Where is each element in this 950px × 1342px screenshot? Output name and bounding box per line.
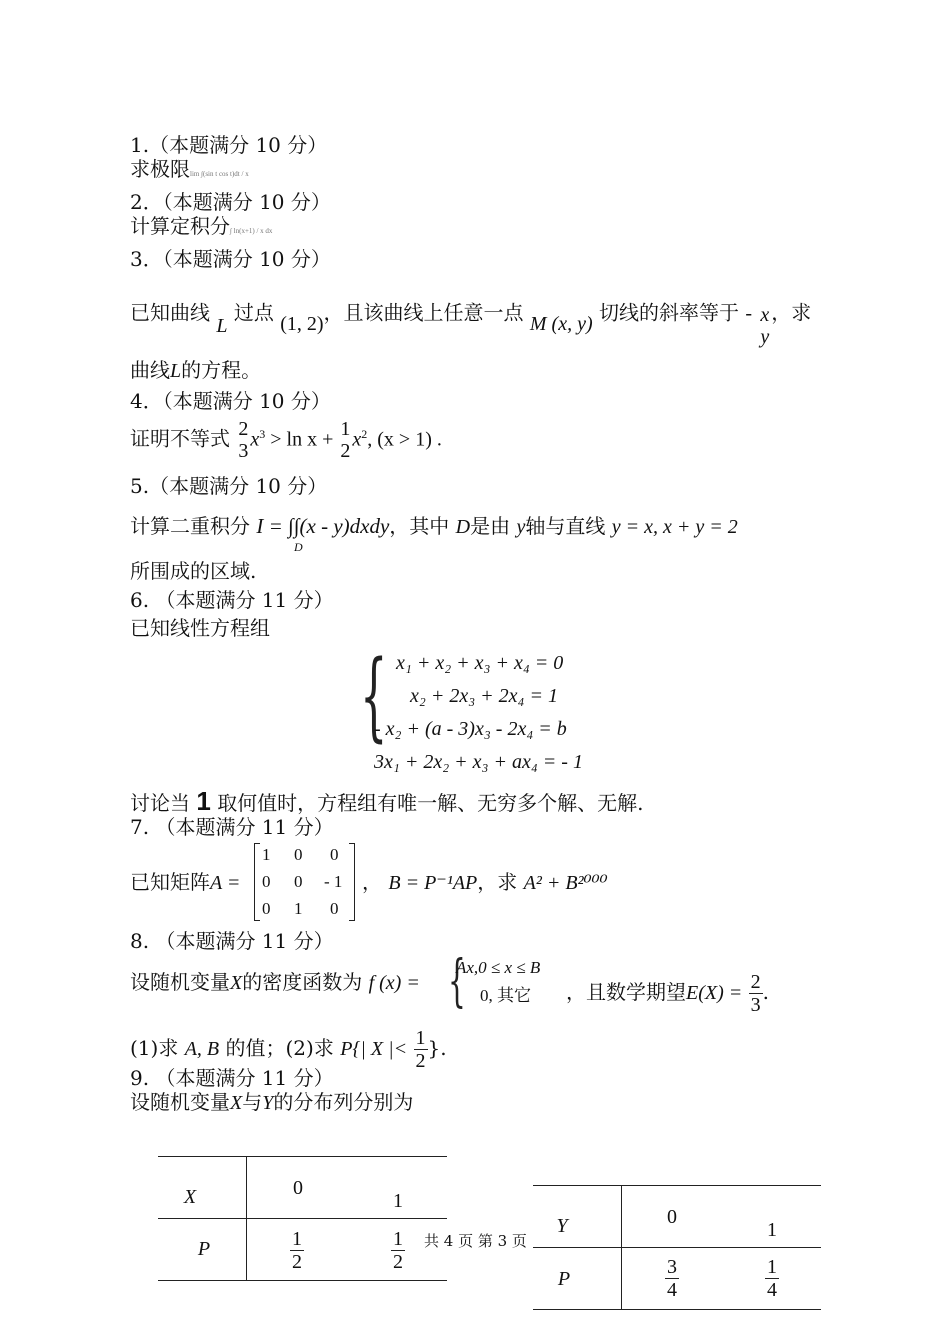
p5-y-axis: y bbox=[516, 516, 526, 538]
problem-8-heading: 8. （本题满分 11 分） bbox=[130, 929, 334, 953]
problem-6-text: 已知线性方程组 bbox=[130, 616, 270, 640]
table-x-mid-rule bbox=[158, 1218, 447, 1219]
table-y-p1-num: 1 bbox=[767, 1256, 777, 1278]
p5-text-c: 是由 bbox=[470, 514, 511, 538]
table-y-p0 bbox=[659, 1256, 685, 1301]
p3-text-d: 切线的斜率等于 bbox=[598, 300, 739, 325]
p4-t2-exp: 2 bbox=[361, 426, 368, 441]
table-x-label: X bbox=[183, 1186, 197, 1208]
problem-9-heading: 9. （本题满分 11 分） bbox=[130, 1066, 334, 1090]
problem-2-prompt: 计算定积分 bbox=[130, 214, 230, 238]
p5-text-d: 轴与直线 bbox=[525, 514, 606, 538]
p3-slope-fraction bbox=[758, 304, 771, 348]
p7-m-1-0: 0 bbox=[262, 872, 271, 891]
table-y-p0-fraction bbox=[665, 1256, 679, 1301]
p7-m-2-1: 1 bbox=[294, 899, 303, 918]
p8-part1: (1)求 bbox=[130, 1036, 179, 1060]
table-x-p-label: P bbox=[197, 1238, 211, 1260]
p3-line2-curve: L bbox=[170, 360, 182, 382]
p8-p-fraction bbox=[414, 1027, 428, 1072]
p9-y: Y bbox=[262, 1092, 274, 1114]
p8-fx: f (x) = bbox=[368, 972, 420, 994]
p8-ex: E(X) = bbox=[686, 982, 743, 1004]
table-x-top-rule bbox=[158, 1156, 447, 1157]
p5-integral: I = ∫∫(x - y)dxdy bbox=[256, 514, 390, 538]
problem-1-prompt: 求极限 bbox=[130, 157, 190, 181]
problem-2-text bbox=[130, 215, 272, 238]
table-x-p0-fraction bbox=[290, 1228, 304, 1273]
table-y-col-rule bbox=[621, 1185, 622, 1309]
p8-e-den: 3 bbox=[750, 994, 761, 1016]
problem-2-formula: ∫ ln(x+1) / x dx bbox=[230, 227, 273, 235]
p8-e-fraction bbox=[749, 971, 763, 1016]
p3-text-c: ，且该曲线上任意一点 bbox=[323, 300, 524, 325]
p6-eq-2: x₂ + 2x₃ + 2x₄ = 1 bbox=[410, 685, 558, 707]
problem-1-text bbox=[130, 158, 249, 181]
p4-frac-1 bbox=[236, 418, 250, 462]
p3-point: (1, 2) bbox=[280, 312, 324, 335]
problem-4-inequality bbox=[130, 418, 442, 462]
table-x-p0 bbox=[284, 1228, 310, 1273]
problem-7-heading: 7. （本题满分 11 分） bbox=[130, 815, 334, 839]
p6-brace: { bbox=[360, 640, 388, 752]
p8-text-c: ，且数学期望 bbox=[566, 980, 686, 1004]
p3-text-b: 过点 bbox=[233, 300, 274, 325]
table-y-p1-den: 4 bbox=[767, 1279, 777, 1301]
p7-a-eq: A = bbox=[210, 872, 241, 894]
p5-text-b: ，其中 bbox=[389, 514, 450, 538]
p6-param: 1 bbox=[196, 786, 211, 816]
p8-p-num: 1 bbox=[415, 1027, 426, 1049]
p7-m-2-2: 0 bbox=[330, 899, 339, 918]
p3-line2-a: 曲线 bbox=[130, 358, 170, 382]
table-y-v0: 0 bbox=[667, 1206, 677, 1228]
p8-e-num: 2 bbox=[750, 971, 761, 993]
p8-part1b: 的值；(2)求 bbox=[225, 1036, 334, 1060]
p8-case-2: 0, 其它 bbox=[480, 986, 531, 1005]
p8-prob-end: }. bbox=[427, 1036, 447, 1060]
p3-line2-b: 的方程。 bbox=[181, 358, 262, 382]
p8-text-b: 的密度函数为 bbox=[242, 970, 363, 994]
p8-expectation bbox=[566, 971, 769, 1016]
p7-m-1-1: 0 bbox=[294, 872, 303, 891]
p8-case-1: Ax,0 ≤ x ≤ B bbox=[456, 958, 541, 977]
p8-e-end: . bbox=[762, 980, 769, 1004]
p4-f2-den: 2 bbox=[340, 440, 351, 462]
problem-1-heading: 1.（本题满分 10 分） bbox=[130, 133, 328, 157]
table-x-p1-fraction bbox=[391, 1228, 405, 1273]
table-y-label: Y bbox=[556, 1215, 568, 1237]
problem-2-heading: 2．（本题满分 10 分） bbox=[130, 190, 331, 214]
problem-3-line-1 bbox=[130, 292, 812, 348]
table-y-p0-num: 3 bbox=[667, 1256, 677, 1278]
problem-6-discuss bbox=[130, 787, 644, 817]
p3-slope-den: y bbox=[760, 326, 770, 348]
p5-lines: y = x, x + y = 2 bbox=[611, 516, 738, 538]
p7-m-0-0: 1 bbox=[262, 845, 271, 864]
table-y-bottom-rule bbox=[533, 1309, 821, 1310]
table-x-bottom-rule bbox=[158, 1280, 447, 1281]
p6-eq-1: x₁ + x₂ + x₃ + x₄ = 0 bbox=[396, 652, 564, 674]
p4-t1-exp: 3 bbox=[259, 426, 266, 441]
table-x-p1-num: 1 bbox=[393, 1228, 403, 1250]
p7-matrix-right-bracket bbox=[349, 843, 355, 921]
p3-minus: - bbox=[745, 302, 753, 325]
p6-discuss-a: 讨论当 bbox=[130, 791, 190, 815]
p8-line-1 bbox=[130, 971, 420, 995]
p5-d: D bbox=[455, 516, 471, 538]
table-x-p0-den: 2 bbox=[292, 1251, 302, 1273]
table-y-v1: 1 bbox=[767, 1219, 777, 1241]
table-x-p0-num: 1 bbox=[292, 1228, 302, 1250]
p3-curve: L bbox=[216, 314, 228, 337]
p9-text-c: 的分布列分别为 bbox=[273, 1090, 414, 1114]
p7-m-2-0: 0 bbox=[262, 899, 271, 918]
p9-x: X bbox=[230, 1092, 243, 1114]
p6-eq-4: 3x₁ + 2x₂ + x₃ + ax₄ = - 1 bbox=[374, 751, 583, 773]
p8-ab: A, B bbox=[184, 1038, 220, 1060]
problem-4-heading: 4．（本题满分 10 分） bbox=[130, 389, 331, 413]
p8-text-a: 设随机变量 bbox=[130, 970, 230, 994]
table-y-top-rule bbox=[533, 1185, 821, 1186]
problem-5-line-1 bbox=[130, 514, 738, 539]
p4-f1-den: 3 bbox=[238, 440, 249, 462]
problem-3-heading: 3．（本题满分 10 分） bbox=[130, 247, 331, 271]
p5-domain-label: D bbox=[294, 540, 303, 554]
table-x-v0: 0 bbox=[293, 1177, 303, 1199]
p6-discuss-b: 取何值时，方程组有唯一解、无穷多个解、无解. bbox=[217, 791, 644, 815]
p3-text-e: ，求 bbox=[771, 300, 812, 325]
p7-text-a bbox=[130, 871, 240, 895]
problem-1-formula: lim ∫(sin t cos t)dt / x bbox=[190, 170, 249, 178]
p8-prob: P{| X |< bbox=[340, 1038, 408, 1060]
p3-text-a: 已知曲线 bbox=[130, 300, 210, 325]
table-x-p1 bbox=[385, 1228, 411, 1273]
p9-text-a: 设随机变量 bbox=[130, 1090, 230, 1114]
p4-t2: x bbox=[352, 428, 362, 451]
problem-5-heading: 5.（本题满分 10 分） bbox=[130, 474, 328, 498]
p4-cond: , (x > 1) . bbox=[367, 428, 442, 451]
p4-frac-2 bbox=[338, 418, 352, 462]
table-y-p-label: P bbox=[557, 1268, 571, 1290]
p7-comma: ， bbox=[362, 870, 382, 894]
table-x-v1: 1 bbox=[393, 1190, 403, 1212]
table-x-col-rule bbox=[246, 1156, 247, 1280]
p7-m-0-2: 0 bbox=[330, 845, 339, 864]
p6-eq-3: - x₂ + (a - 3)x₃ - 2x₄ = b bbox=[374, 718, 567, 740]
table-y-p1 bbox=[759, 1256, 785, 1301]
p4-text: 证明不等式 bbox=[130, 426, 230, 451]
p9-text bbox=[130, 1091, 413, 1115]
problem-6-heading: 6. （本题满分 11 分） bbox=[130, 588, 334, 612]
p7-matrix-left-bracket bbox=[254, 843, 260, 921]
p7-rest bbox=[362, 871, 608, 895]
p4-t1: x bbox=[250, 428, 260, 451]
p8-p-den: 2 bbox=[415, 1050, 426, 1072]
p7-target: A² + B²⁰⁰⁰ bbox=[523, 872, 608, 894]
page-footer: 共 4 页 第 3 页 bbox=[424, 1232, 527, 1250]
p8-x: X bbox=[230, 972, 243, 994]
problem-3-line-2 bbox=[130, 359, 261, 383]
p4-f1-num: 2 bbox=[238, 418, 249, 440]
p4-mid: > ln x + bbox=[265, 428, 339, 451]
p7-text-c: ，求 bbox=[477, 870, 518, 894]
p3-mpoint: M (x, y) bbox=[529, 312, 593, 335]
table-x-p1-den: 2 bbox=[393, 1251, 403, 1273]
p7-b-eq: B = P⁻¹AP bbox=[388, 872, 478, 894]
p5-text-a: 计算二重积分 bbox=[130, 514, 250, 538]
p7-label: 已知矩阵 bbox=[130, 870, 210, 894]
p9-text-b: 与 bbox=[242, 1090, 263, 1114]
table-y-p0-den: 4 bbox=[667, 1279, 677, 1301]
p8-brace: { bbox=[448, 949, 466, 1014]
table-y-p1-fraction bbox=[765, 1256, 779, 1301]
p7-m-0-1: 0 bbox=[294, 845, 303, 864]
p4-f2-num: 1 bbox=[340, 418, 351, 440]
problem-5-line-2: 所围成的区域. bbox=[130, 559, 257, 583]
p3-slope-num: x bbox=[760, 304, 770, 326]
p7-m-1-2: - 1 bbox=[324, 872, 343, 891]
table-y-mid-rule bbox=[533, 1247, 821, 1248]
